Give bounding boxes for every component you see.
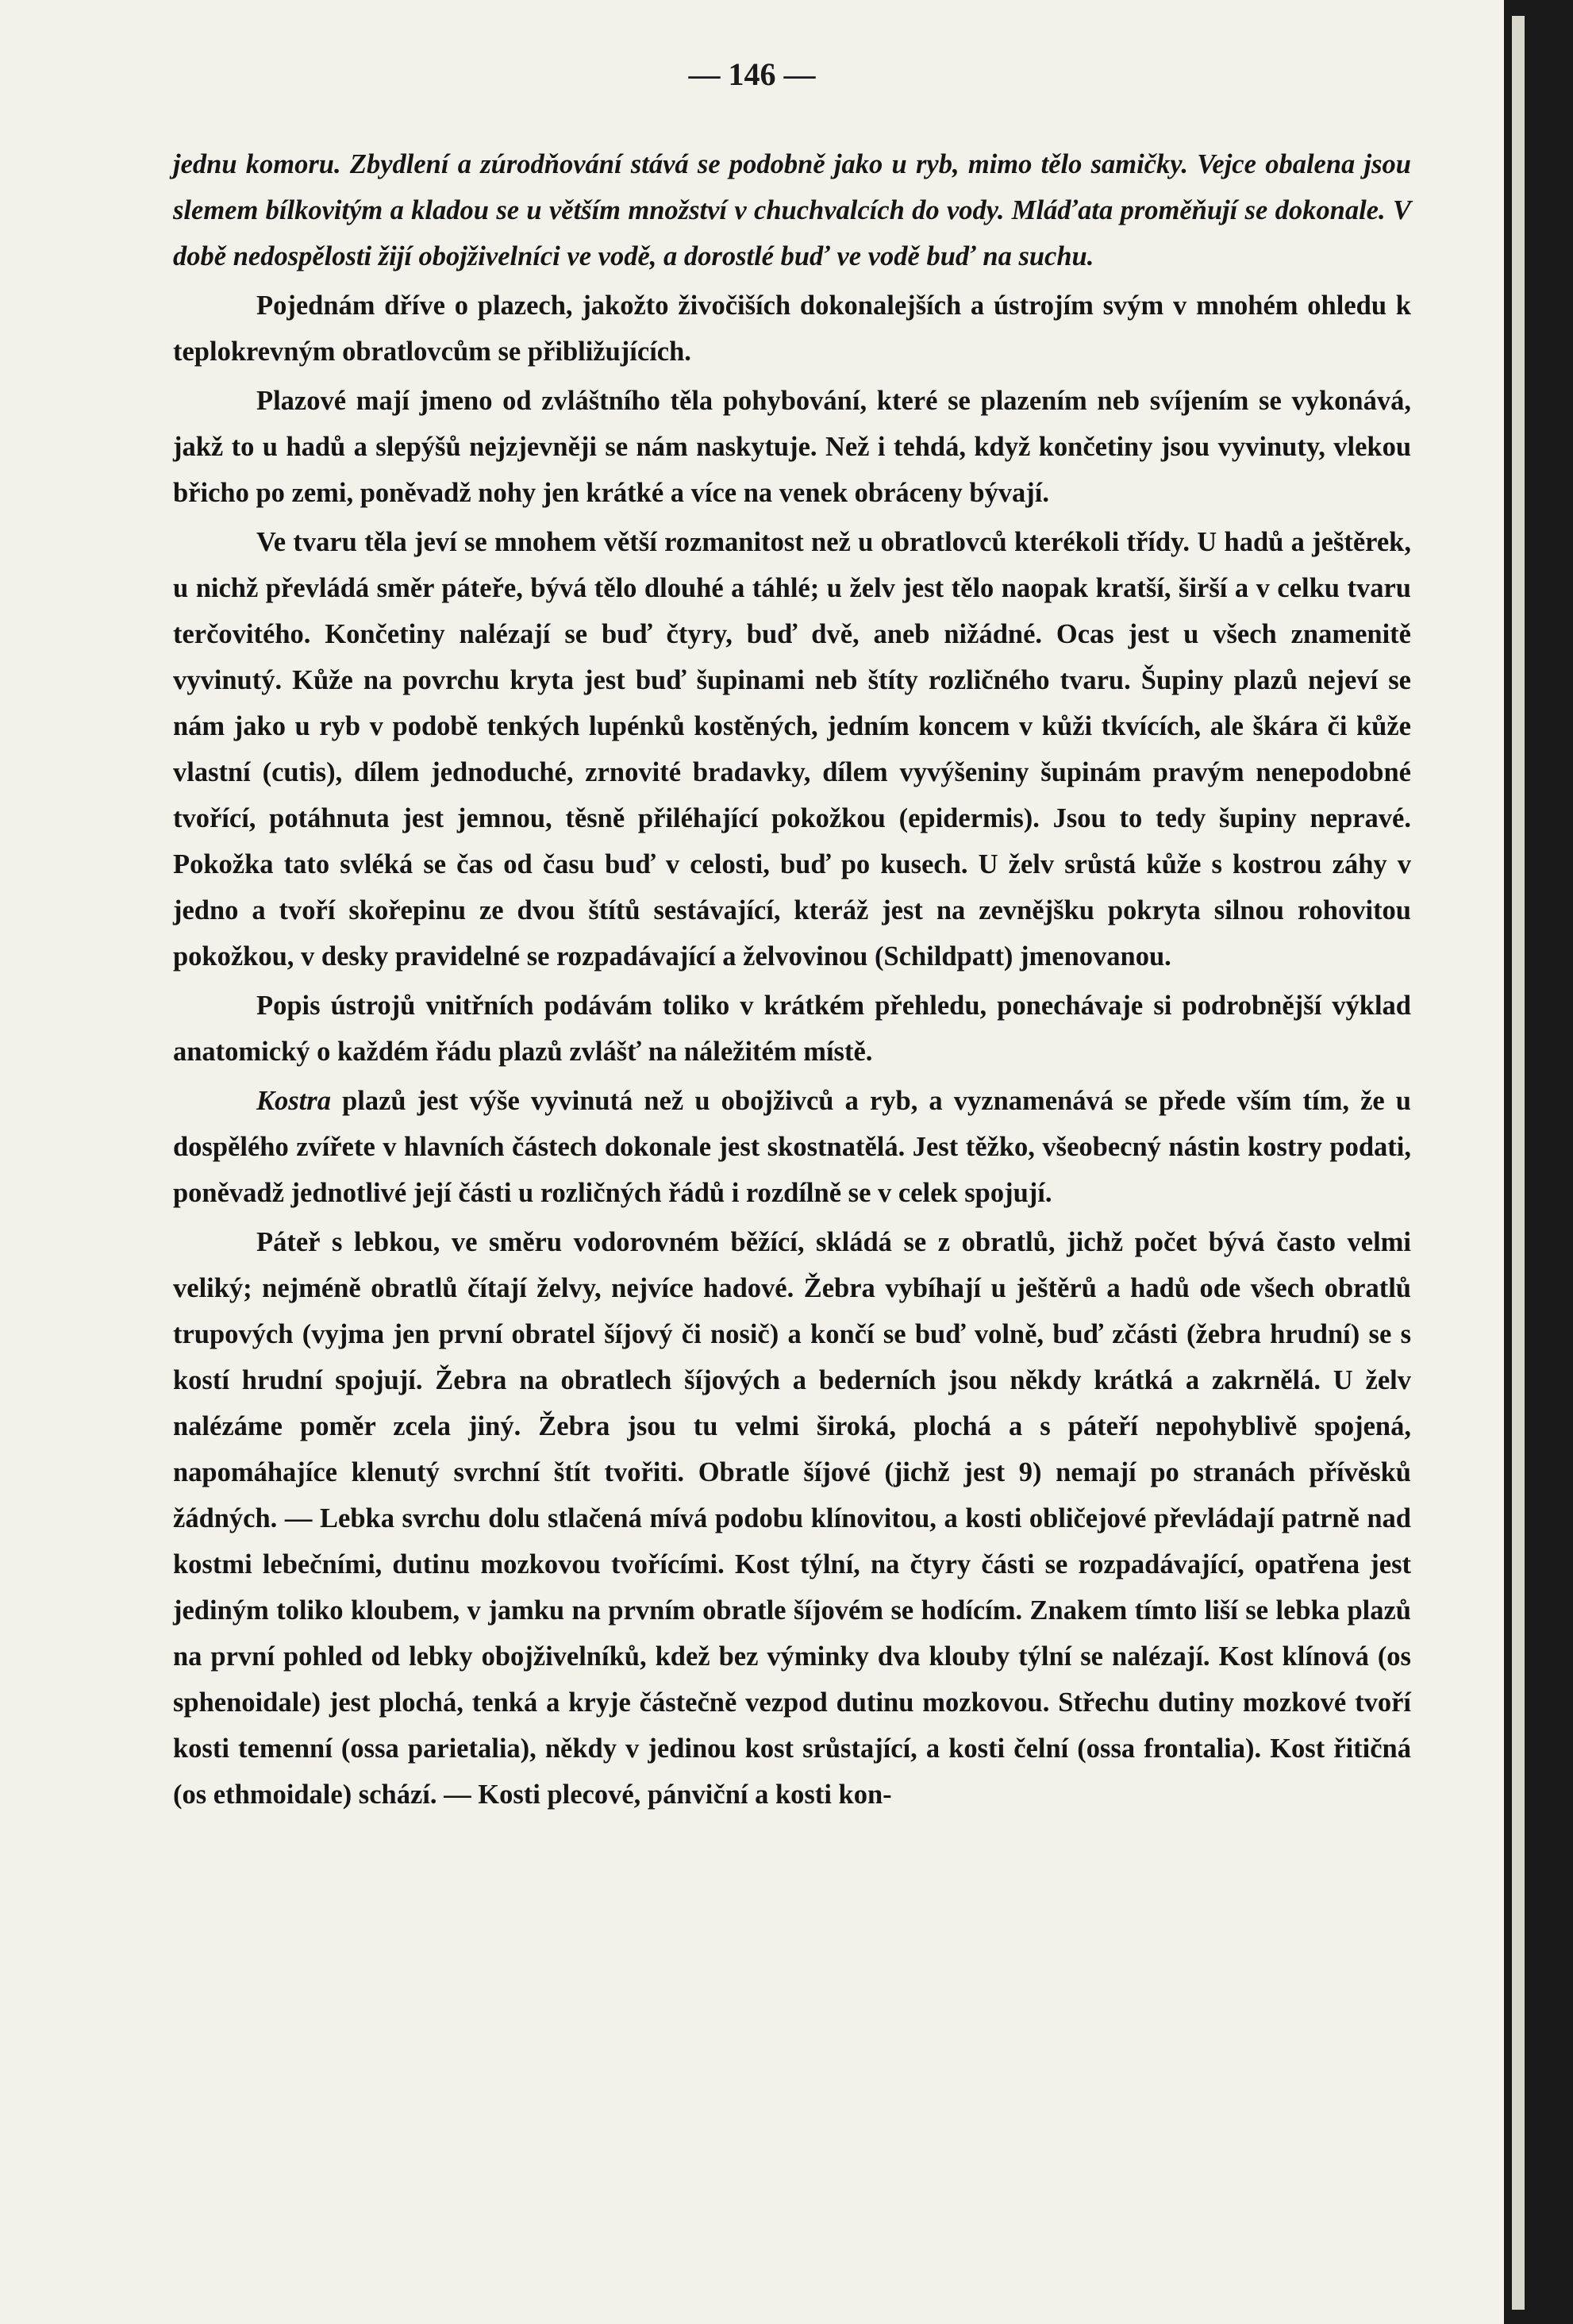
paragraph-5 [173,1078,1411,1216]
paragraph-2: Plazové mají jmeno od zvláštního těla pohybování, které se plazením neb svíjením se vykonává, jakž to u hadů a slepýšů nejzjevněji se nám naskytuje. Než i tehdá, když končetiny jsou vyvinuty, vlekou břicho po zemi, poněvadž nohy jen krátké a více na venek obráceny bývají. [173,386,1411,508]
paragraph-5-lead: Kostra [256,1086,331,1116]
paragraph-3: Ve tvaru těla jeví se mnohem větší rozmanitost než u obratlovců kterékoli třídy. U hadů a ještěrek, u nichž převládá směr páteře, bývá tělo dlouhé a táhlé; u želv jest tělo naopak kratší, širší a v celku tvaru terčovitého. Končetiny nalézají se buď čtyry, buď dvě, aneb nižádné. Ocas jest u všech znamenitě vyvinutý. Kůže na povrchu kryta jest buď šupinami neb štíty rozličného tvaru. Šupiny plazů nejeví se nám jako u ryb v podobě tenkých lupénků kostěných, jedním koncem v kůži tkvících, ale škára či kůže vlastní (cutis), dílem jednoduché, zrnovité bradavky, dílem vyvýšeniny šupinám pravým nenepodobné tvořící, potáhnuta jest jemnou, těsně přiléhající pokožkou (epidermis). Jsou to tedy šupiny nepravé. Pokožka tato svléká se čas od času buď v celosti, buď po kusech. U želv srůstá kůže s kostrou záhy v jedno a tvoří skořepinu ze dvou štítů sestávající, kteráž jest na zevnějšku pokryta silnou rohovitou pokožkou, v desky pravidelné se rozpadávající a želvovinou (Schildpatt) jmenovanou. [173,527,1411,972]
scan-edge [1504,0,1573,2324]
next-page-edge [1512,16,1525,2310]
paragraph-6: Páteř s lebkou, ve směru vodorovném běžící, skládá se z obratlů, jichž počet bývá často velmi veliký; nejméně obratlů čítají želvy, nejvíce hadové. Žebra vybíhají u ještěrů a hadů ode všech obratlů trupových (vyjma jen první obratel šíjový či nosič) a končí se buď volně, buď zčásti (žebra hrudní) se s kostí hrudní spojují. Žebra na obratlech šíjových a bederních jsou někdy krátká a zakrnělá. U želv nalézáme poměr zcela jiný. Žebra jsou tu velmi široká, plochá a s páteří nepohyblivě spojená, napomáhajíce klenutý svrchní štít tvořiti. Obratle šíjové (jichž jest 9) nemají po stranách přívěsků žádných. — Lebka svrchu dolu stlačená mívá podobu klínovitou, a kosti obličejové převládají patrně nad kostmi lebečními, dutinu mozkovou tvořícími. Kost týlní, na čtyry části se rozpadávající, opatřena jest jediným toliko kloubem, v jamku na prvním obratle šíjovém se hodícím. Znakem tímto liší se lebka plazů na první pohled od lebky obojživelníků, kdež bez výminky dva klouby týlní se nalézají. Kost klínová (os sphenoidale) jest plochá, tenká a kryje částečně vezpod dutinu mozkovou. Střechu dutiny mozkové tvoří kosti temenní (ossa parietalia), někdy v jedinou kost srůstající, a kosti čelní (ossa frontalia). Kost řitičná (os ethmoidale) schází. — Kosti plecové, pánviční a kosti kon- [173,1227,1411,1810]
paragraph-0: jednu komoru. Zbydlení a zúrodňování stává se podobně jako u ryb, mimo tělo samičky. Vejce obalena jsou slemem bílkovitým a kladou se u větším množství v chuchvalcích do vody. Mláďata proměňují se dokonale. V době nedospělosti žijí obojživelníci ve vodě, a dorostlé buď ve vodě buď na suchu. [173,149,1411,271]
paragraph-4: Popis ústrojů vnitřních podávám toliko v krátkém přehledu, ponechávaje si podrobnější výklad anatomický o každém řádu plazů zvlášť na náležitém místě. [173,991,1411,1067]
body-text [173,141,1411,1821]
page-number: — 146 — [688,56,816,92]
paragraph-1: Pojednám dříve o plazech, jakožto živočiších dokonalejších a ústrojím svým v mnohém ohledu k teplokrevným obratlovcům se přibližujících. [173,290,1411,367]
paragraph-5-body: plazů jest výše vyvinutá než u obojživců a ryb, a vyznamenává se přede vším tím, že u dospělého zvířete v hlavních částech dokonale jest skostnatělá. Jest těžko, všeobecný nástin kostry podati, poněvadž jednotlivé její části u rozličných řádů i rozdílně se v celek spojují. [173,1086,1411,1208]
